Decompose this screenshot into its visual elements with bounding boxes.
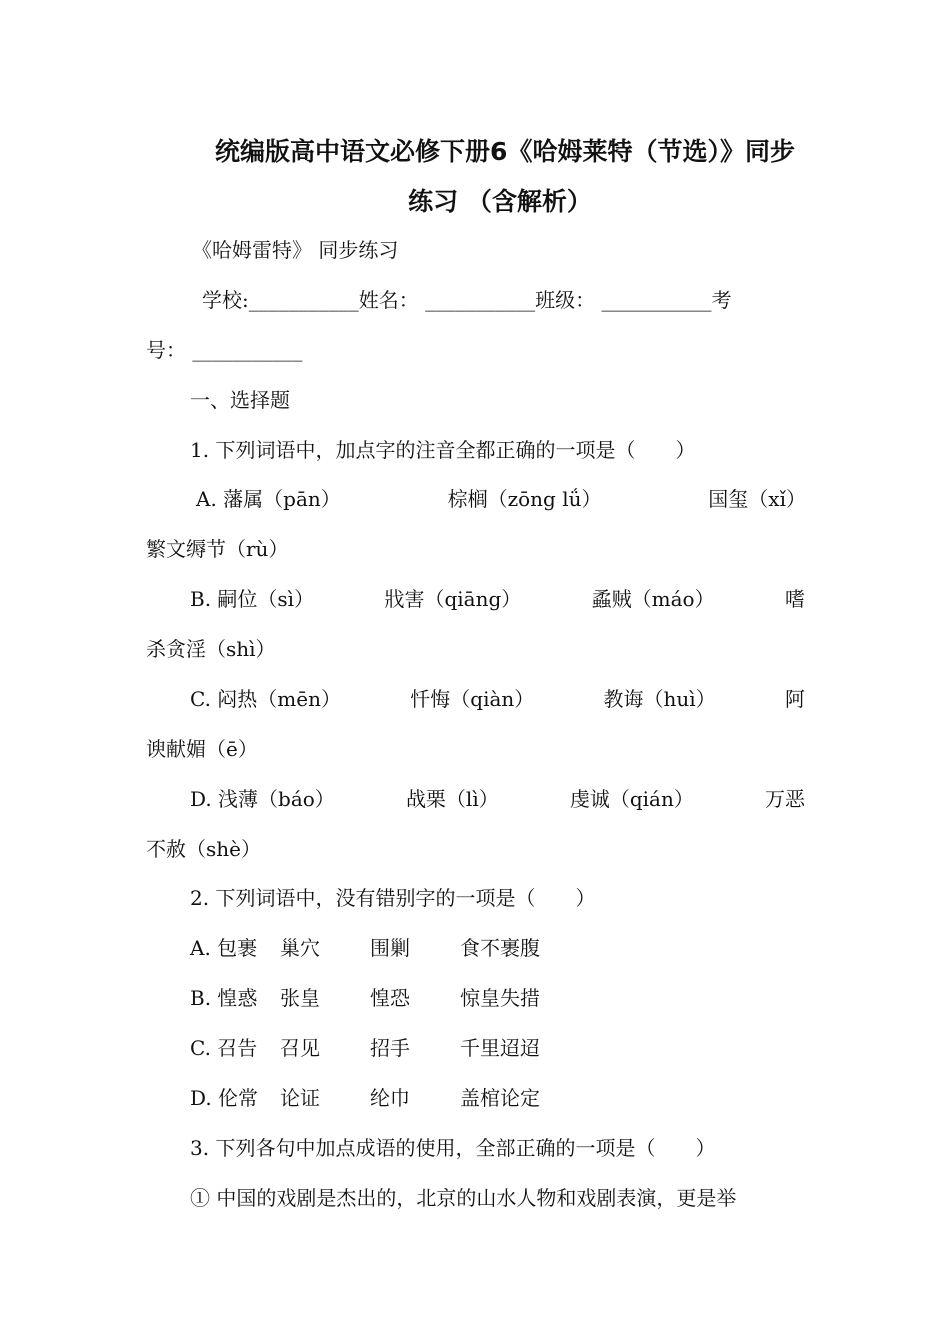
q1-a-item-3: 国玺（xǐ） <box>708 487 806 511</box>
q2-d-word-3: 纶巾 <box>370 1086 410 1110</box>
q2-b-word-2: 张皇 <box>280 986 320 1010</box>
q2-c-word-2: 召见 <box>280 1036 320 1060</box>
q1-b-item-4: 嗜 <box>785 587 805 611</box>
q2-option-d <box>190 1084 850 1112</box>
q2-b-word-3: 惶恐 <box>370 986 410 1010</box>
q1-option-d <box>190 785 850 813</box>
q3-sentence-1: ① 中国的戏剧是杰出的，北京的山水人物和戏剧表演，更是举 <box>190 1186 737 1210</box>
q1-option-c <box>190 685 850 713</box>
document-title-line-1: 统编版高中语文必修下册6《哈姆莱特（节选）》同步 <box>215 137 795 166</box>
q1-a-item-1: A. 藩属（pān） <box>196 487 341 511</box>
section-heading: 一、选择题 <box>190 388 290 412</box>
q2-option-c <box>190 1034 850 1062</box>
q1-b-item-2: 戕害（qiāng） <box>384 587 522 611</box>
q1-c-item-1: C. 闷热（mēn） <box>190 687 341 711</box>
question-3-stem: 3. 下列各句中加点成语的使用，全部正确的一项是（ ） <box>190 1136 716 1160</box>
q2-c-word-4: 千里迢迢 <box>460 1036 540 1060</box>
student-info-line-2: 号： ___________ <box>146 338 303 362</box>
question-2-stem: 2. 下列词语中，没有错别字的一项是（ ） <box>190 886 596 910</box>
q2-c-word-1: C. 召告 <box>190 1036 258 1060</box>
q2-c-word-3: 招手 <box>370 1036 410 1060</box>
q2-d-word-1: D. 伦常 <box>190 1086 259 1110</box>
q2-d-word-4: 盖棺论定 <box>460 1086 540 1110</box>
subtitle: 《哈姆雷特》 同步练习 <box>192 238 399 262</box>
q1-option-a-wrap: 繁文缛节（rù） <box>146 537 289 561</box>
q2-b-word-4: 惊皇失措 <box>460 986 540 1010</box>
document-title-line-2: 练习 （含解析） <box>408 187 592 216</box>
q1-option-c-wrap: 谀献媚（ē） <box>146 737 258 761</box>
q2-b-word-1: B. 惶惑 <box>190 986 258 1010</box>
q2-option-a <box>190 934 850 962</box>
q1-c-item-3: 教诲（huì） <box>603 687 716 711</box>
q2-a-word-1: A. 包裹 <box>190 936 258 960</box>
student-info-line-1: 学校:___________姓名： ___________班级： ___________考 <box>202 288 732 312</box>
q1-d-item-3: 虔诚（qián） <box>569 787 694 811</box>
q1-option-d-wrap: 不赦（shè） <box>146 837 261 861</box>
q1-c-item-2: 忏悔（qiàn） <box>410 687 535 711</box>
q1-b-item-3: 蟊贼（máo） <box>591 587 715 611</box>
q1-option-b-wrap: 杀贪淫（shì） <box>146 637 276 661</box>
q1-d-item-4: 万恶 <box>765 787 805 811</box>
q1-d-item-1: D. 浅薄（báo） <box>190 787 335 811</box>
q2-d-word-2: 论证 <box>280 1086 320 1110</box>
q1-d-item-2: 战栗（lì） <box>405 787 499 811</box>
q1-c-item-4: 阿 <box>784 687 805 711</box>
q2-option-b <box>190 984 850 1012</box>
q1-option-a <box>196 485 856 513</box>
q2-a-word-3: 围剿 <box>370 936 410 960</box>
q1-option-b <box>190 585 850 613</box>
question-1-stem: 1. 下列词语中，加点字的注音全都正确的一项是（ ） <box>190 438 696 462</box>
q2-a-word-2: 巢穴 <box>280 936 320 960</box>
q1-a-item-2: 棕榈（zōng lǘ） <box>447 487 602 511</box>
q2-a-word-4: 食不裹腹 <box>460 936 540 960</box>
q1-b-item-1: B. 嗣位（sì） <box>190 587 315 611</box>
